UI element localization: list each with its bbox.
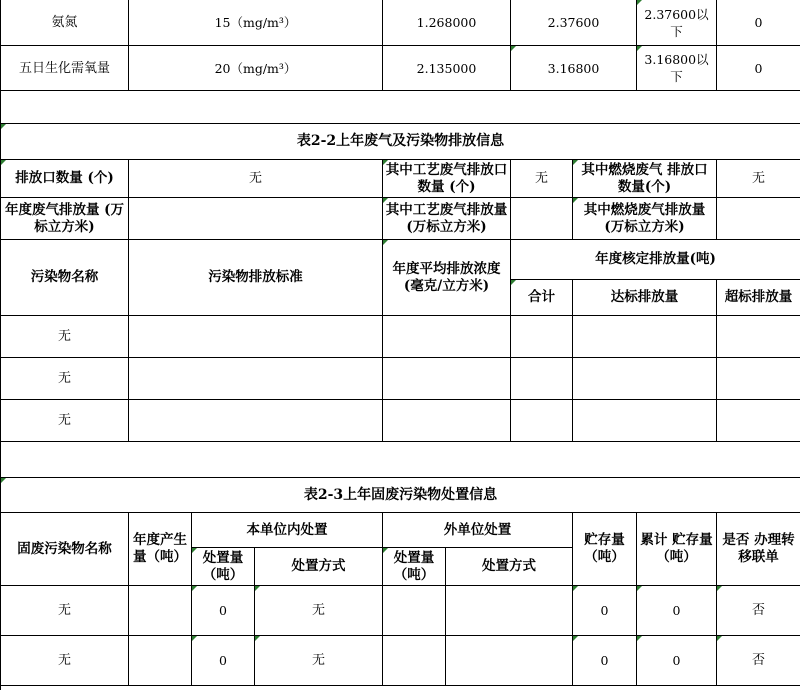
gas-row-pollutant[interactable]: 无 (1, 316, 129, 358)
solid-row-external-qty[interactable] (383, 586, 446, 636)
annual-volume-label: 年度废气排放量 (万标立方米) (1, 198, 129, 240)
col-external-disposal: 外单位处置 (383, 513, 573, 548)
solid-row-cum-storage[interactable]: 0 (637, 636, 717, 686)
water-pollutant-name[interactable]: 五日生化需氧量 (1, 46, 129, 91)
col-compliant: 达标排放量 (573, 280, 717, 316)
process-volume-label: 其中工艺废气排放量 (万标立方米) (383, 198, 511, 240)
solid-row-storage[interactable]: 0 (573, 636, 637, 686)
combustion-volume-value[interactable] (717, 198, 800, 240)
solid-row-external-method[interactable] (446, 586, 573, 636)
col-internal-qty: 处置量（吨） (192, 548, 255, 586)
gas-row-pollutant[interactable]: 无 (1, 358, 129, 400)
water-avg-conc[interactable]: 2.135000 (383, 46, 511, 91)
combustion-volume-label: 其中燃烧废气排放量 (万标立方米) (573, 198, 717, 240)
gas-row-cell[interactable] (573, 316, 717, 358)
col-pollutant-name: 污染物名称 (1, 240, 129, 316)
solid-row-internal-qty[interactable]: 0 (192, 636, 255, 686)
gas-row-cell[interactable] (717, 316, 800, 358)
col-exceed: 超标排放量 (717, 280, 800, 316)
solid-row-cum-storage[interactable]: 0 (637, 586, 717, 636)
combustion-outlet-label: 其中燃烧废气 排放口数量(个) (573, 160, 717, 198)
solid-row-transfer[interactable]: 否 (717, 636, 800, 686)
gas-row-cell[interactable] (129, 400, 383, 442)
gas-row-cell[interactable] (383, 400, 511, 442)
solid-row-internal-qty[interactable]: 0 (192, 586, 255, 636)
gas-row-cell[interactable] (717, 358, 800, 400)
gas-row-cell[interactable] (573, 358, 717, 400)
col-cumulative-storage: 累计 贮存量（吨） (637, 513, 717, 586)
water-pollutant-name[interactable]: 氨氮 (1, 0, 129, 46)
gas-row-cell[interactable] (129, 316, 383, 358)
col-internal-method: 处置方式 (255, 548, 383, 586)
col-internal-disposal: 本单位内处置 (192, 513, 383, 548)
water-compliant[interactable]: 2.37600以下 (637, 0, 717, 46)
col-avg-concentration: 年度平均排放浓度 (毫克/立方米) (383, 240, 511, 316)
solid-row-annual[interactable] (129, 586, 192, 636)
col-approved-emission: 年度核定排放量(吨) (511, 240, 800, 280)
water-standard[interactable]: 15（mg/m³） (129, 0, 383, 46)
gas-table-title: 表2-2上年废气及污染物排放信息 (1, 124, 800, 160)
water-exceed[interactable]: 0 (717, 0, 800, 46)
solid-row-name[interactable]: 无 (1, 636, 129, 686)
solid-row-external-method[interactable] (446, 636, 573, 686)
gas-row-cell[interactable] (383, 358, 511, 400)
col-external-method: 处置方式 (446, 548, 573, 586)
solid-row-transfer[interactable]: 否 (717, 586, 800, 636)
water-standard[interactable]: 20（mg/m³） (129, 46, 383, 91)
gas-row-cell[interactable] (717, 400, 800, 442)
process-volume-value[interactable] (511, 198, 573, 240)
water-avg-conc[interactable]: 1.268000 (383, 0, 511, 46)
solid-row-internal-method[interactable]: 无 (255, 636, 383, 686)
col-solid-name: 固废污染物名称 (1, 513, 129, 586)
water-compliant[interactable]: 3.16800以下 (637, 46, 717, 91)
col-transfer-manifest: 是否 办理转移联单 (717, 513, 800, 586)
solid-row-annual[interactable] (129, 636, 192, 686)
gas-row-cell[interactable] (511, 358, 573, 400)
col-emission-standard: 污染物排放标准 (129, 240, 383, 316)
gas-row-cell[interactable] (383, 316, 511, 358)
combustion-outlet-value[interactable]: 无 (717, 160, 800, 198)
process-outlet-label: 其中工艺废气排放口数量 (个) (383, 160, 511, 198)
gas-row-cell[interactable] (129, 358, 383, 400)
spacer-row (1, 442, 800, 478)
outlet-count-label: 排放口数量 (个) (1, 160, 129, 198)
solid-row-internal-method[interactable]: 无 (255, 586, 383, 636)
gas-row-cell[interactable] (573, 400, 717, 442)
water-total[interactable]: 2.37600 (511, 0, 637, 46)
solid-row-external-qty[interactable] (383, 636, 446, 686)
process-outlet-value[interactable]: 无 (511, 160, 573, 198)
col-annual-generated: 年度产生量（吨） (129, 513, 192, 586)
water-exceed[interactable]: 0 (717, 46, 800, 91)
spacer-row (1, 91, 800, 124)
col-storage: 贮存量（吨） (573, 513, 637, 586)
solid-row-storage[interactable]: 0 (573, 586, 637, 636)
outlet-count-value[interactable]: 无 (129, 160, 383, 198)
solid-table-title: 表2-3上年固废污染物处置信息 (1, 478, 800, 513)
water-total[interactable]: 3.16800 (511, 46, 637, 91)
solid-row-name[interactable]: 无 (1, 586, 129, 636)
col-external-qty: 处置量（吨） (383, 548, 446, 586)
gas-row-pollutant[interactable]: 无 (1, 400, 129, 442)
annual-volume-value[interactable] (129, 198, 383, 240)
gas-row-cell[interactable] (511, 400, 573, 442)
col-total: 合计 (511, 280, 573, 316)
gas-row-cell[interactable] (511, 316, 573, 358)
